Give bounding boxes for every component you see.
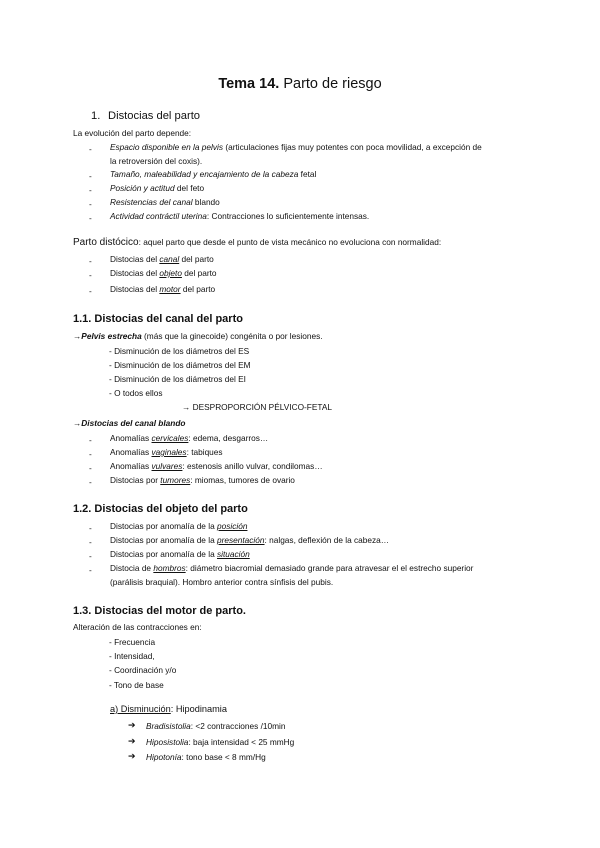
bullet-dash: - — [89, 213, 92, 223]
bullet-dash: - — [89, 144, 92, 154]
bullet-dash: - — [89, 185, 92, 195]
pelvis-item: - O todos ellos — [109, 388, 163, 398]
bullet-dash: - — [89, 463, 92, 473]
hipodinamia-item: Bradisistolia: <2 contracciones /10min — [146, 721, 286, 731]
distocia-item: Distocias del canal del parto — [110, 254, 214, 264]
pelvis-estrecha-line: →Pelvis estrecha (más que la ginecoide) congénita o por lesiones. — [73, 331, 323, 341]
factor-item: Tamaño, maleabilidad y encajamiento de la cabeza fetal — [110, 169, 317, 179]
bullet-dash: - — [89, 435, 92, 445]
bullet-dash: - — [89, 551, 92, 561]
hipodinamia-item: Hipotonía: tono base < 8 mm/Hg — [146, 752, 266, 762]
motor-item: - Frecuencia — [109, 637, 156, 647]
distocico-definition: Parto distócico: aquel parto que desde el punto de vista mecánico no evoluciona con normalidad: — [73, 237, 442, 248]
distocia-item: Distocias del objeto del parto — [110, 268, 217, 278]
bullet-dash: - — [89, 449, 92, 459]
bullet-dash: - — [89, 171, 92, 181]
bullet-dash: - — [89, 270, 92, 280]
hipodinamia-heading: a) Disminución: Hipodinamia — [110, 704, 227, 714]
pelvis-item: - Disminución de los diámetros del EM — [109, 360, 251, 370]
canal-blando-line: →Distocias del canal blando — [73, 418, 186, 428]
blando-item: Anomalías vulvares: estenosis anillo vulvar, condilomas… — [110, 461, 323, 471]
factor-item: Espacio disponible en la pelvis (articulaciones fijas muy potentes con poca movilidad, a excepción de — [110, 142, 482, 152]
objeto-item: Distocias por anomalía de la presentación: nalgas, deflexión de la cabeza… — [110, 535, 390, 545]
objeto-item: Distocias por anomalía de la situación — [110, 549, 250, 559]
section-1-number: 1. — [91, 110, 101, 122]
objeto-item-continuation: (parálisis braquial). Hombro anterior contra sínfisis del pubis. — [110, 577, 334, 587]
arrow-icon: ➔ — [128, 751, 136, 761]
section-1-2-heading: 1.2. Distocias del objeto del parto — [73, 503, 248, 515]
intro-text: La evolución del parto depende: — [73, 128, 192, 138]
factor-item: Resistencias del canal blando — [110, 197, 220, 207]
blando-item: Distocias por tumores: miomas, tumores de ovario — [110, 475, 295, 485]
bullet-dash: - — [89, 565, 92, 575]
motor-intro: Alteración de las contracciones en: — [73, 622, 202, 632]
pelvis-item: - Disminución de los diámetros del EI — [109, 374, 246, 384]
arrow-icon: ➔ — [128, 720, 136, 730]
pelvis-item: - Disminución de los diámetros del ES — [109, 346, 250, 356]
motor-item: - Coordinación y/o — [109, 665, 177, 675]
section-1-1-heading: 1.1. Distocias del canal del parto — [73, 313, 243, 325]
arrow-icon: ➔ — [128, 736, 136, 746]
section-1-3-heading: 1.3. Distocias del motor de parto. — [73, 605, 246, 617]
bullet-dash: - — [89, 523, 92, 533]
blando-item: Anomalías vaginales: tabiques — [110, 447, 223, 457]
motor-item: - Intensidad, — [109, 651, 155, 661]
desproporcion-conclusion: → DESPROPORCIÓN PÉLVICO-FETAL — [182, 402, 332, 412]
factor-item-continuation: la retroversión del coxis). — [110, 156, 203, 166]
page-title: Tema 14. Parto de riesgo — [218, 76, 382, 92]
bullet-dash: - — [89, 537, 92, 547]
distocia-item: Distocias del motor del parto — [110, 284, 216, 294]
objeto-item: Distocia de hombros: diámetro biacromial demasiado grande para atravesar el el estrecho superior — [110, 563, 474, 573]
motor-item: - Tono de base — [109, 680, 164, 690]
section-1-heading: Distocias del parto — [108, 110, 201, 122]
blando-item: Anomalías cervicales: edema, desgarros… — [110, 433, 269, 443]
bullet-dash: - — [89, 286, 92, 296]
objeto-item: Distocias por anomalía de la posición — [110, 521, 248, 531]
factor-item: Posición y actitud del feto — [110, 183, 205, 193]
bullet-dash: - — [89, 199, 92, 209]
bullet-dash: - — [89, 256, 92, 266]
bullet-dash: - — [89, 477, 92, 487]
hipodinamia-item: Hiposistolia: baja intensidad < 25 mmHg — [146, 737, 295, 747]
factor-item: Actividad contráctil uterina: Contracciones lo suficientemente intensas. — [110, 211, 370, 221]
